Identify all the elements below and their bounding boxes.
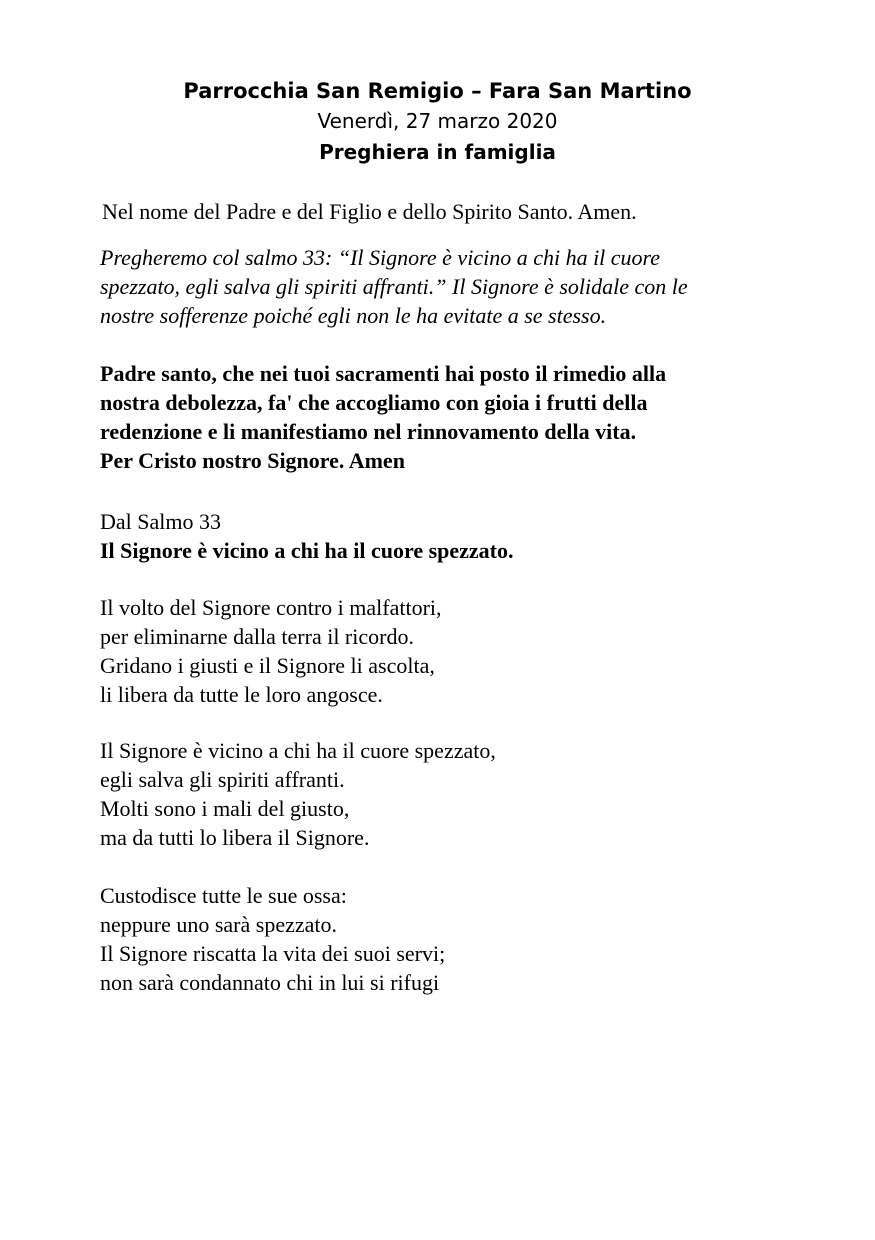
prayer-line: Per Cristo nostro Signore. Amen <box>100 448 405 473</box>
prayer-line: redenzione e li manifestiamo nel rinnovamento della vita. <box>100 419 637 444</box>
stanza-line: Il Signore è vicino a chi ha il cuore spezzato, <box>100 738 496 763</box>
date-heading: Venerdì, 27 marzo 2020 <box>317 109 558 133</box>
stanza-line: neppure uno sarà spezzato. <box>100 912 338 937</box>
psalm-stanza-3 <box>100 881 445 997</box>
psalm-reference: Dal Salmo 33 <box>100 509 221 534</box>
stanza-line: non sarà condannato chi in lui si rifugi <box>100 970 440 995</box>
prayer-paragraph <box>100 359 666 475</box>
prayer-line: nostra debolezza, fa' che accogliamo con gioia i frutti della <box>100 390 648 415</box>
stanza-line: Il volto del Signore contro i malfattori, <box>100 595 442 620</box>
parish-heading: Parrocchia San Remigio – Fara San Martino <box>183 79 692 103</box>
intro-paragraph <box>100 243 688 330</box>
stanza-line: Custodisce tutte le sue ossa: <box>100 883 347 908</box>
stanza-line: Molti sono i mali del giusto, <box>100 796 350 821</box>
stanza-line: li libera da tutte le loro angosce. <box>100 682 383 707</box>
prayer-line: Padre santo, che nei tuoi sacramenti hai posto il rimedio alla <box>100 361 667 386</box>
psalm-refrain: Il Signore è vicino a chi ha il cuore spezzato. <box>100 538 514 563</box>
psalm-stanza-1 <box>100 593 442 709</box>
stanza-line: Il Signore riscatta la vita dei suoi servi; <box>100 941 446 966</box>
stanza-line: egli salva gli spiriti affranti. <box>100 767 345 792</box>
stanza-line: ma da tutti lo libera il Signore. <box>100 825 370 850</box>
stanza-line: per eliminarne dalla terra il ricordo. <box>100 624 414 649</box>
intro-line: Pregheremo col salmo 33: “Il Signore è vicino a chi ha il cuore <box>100 245 661 270</box>
invocation-text: Nel nome del Padre e del Figlio e dello Spirito Santo. Amen. <box>102 199 637 224</box>
intro-line: spezzato, egli salva gli spiriti affranti.” Il Signore è solidale con le <box>100 274 688 299</box>
intro-line: nostre sofferenze poiché egli non le ha evitate a se stesso. <box>100 303 607 328</box>
stanza-line: Gridano i giusti e il Signore li ascolta, <box>100 653 435 678</box>
page-title: Preghiera in famiglia <box>319 140 556 164</box>
psalm-stanza-2 <box>100 736 496 852</box>
